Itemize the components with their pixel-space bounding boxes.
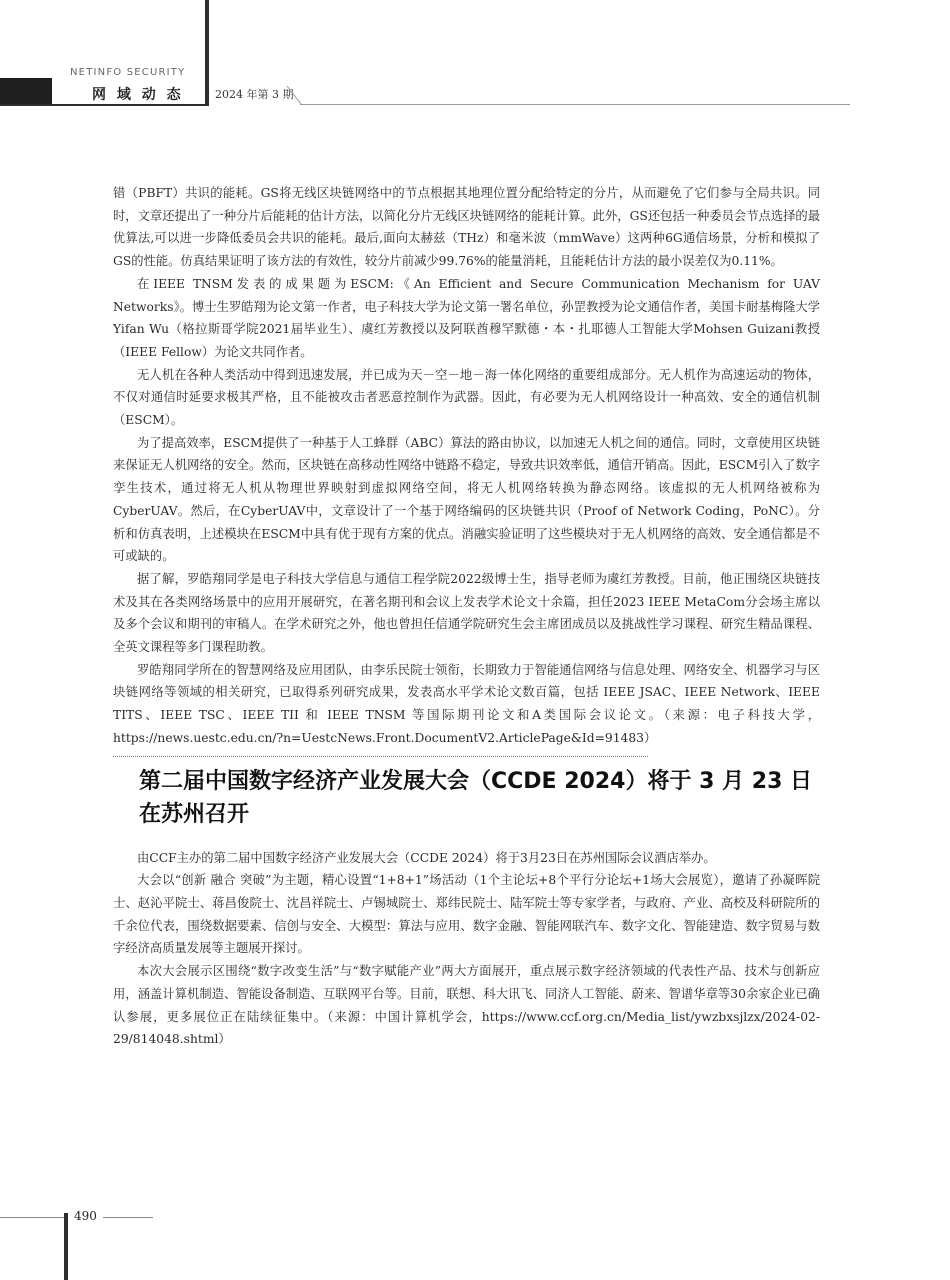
issue-label: 2024 年第 3 期 [215,88,294,101]
header-vertical-bar [205,0,209,106]
header-rule-right [300,104,850,105]
footer-vertical-bar [64,1213,68,1280]
article1-paragraph: 据了解，罗皓翔同学是电子科技大学信息与通信工程学院2022级博士生，指导老师为虞红芳教授。目前，他正围绕区块链技术及其在各类网络场景中的应用开展研究，在著名期刊和会议上发表学术论文十余篇，担任2023 IEEE MetaCom分会场主席以及多个会议和期刊的审稿人。在学术研究之外，他也曾担任信通学院研究生会主席团成员以及挑战性学习课程、研究生精品课程、全英文课程等多门课程助教。 [113,571,820,655]
article1-paragraph: 在IEEE TNSM发表的成果题为ESCM:《An Efficient and Secure Communication Mechanism for UAV Networks》。博士生罗皓翔为论文第一作者，电子科技大学为论文第一署名单位，孙罡教授为论文通信作者，美国卡耐基梅隆大学Yifan Wu（格拉斯哥学院2021届毕业生）、虞红芳教授以及阿联酋穆罕默德・本・扎耶德人工智能大学Mohsen Guizani教授（IEEE Fellow）为论文共同作者。 [113,276,820,359]
dotted-separator [113,756,648,757]
page-number: 490 [74,1209,97,1223]
article2-paragraph: 由CCF主办的第二届中国数字经济产业发展大会（CCDE 2024）将于3月23日在苏州国际会议酒店举办。 [137,850,716,865]
header-slant-line [285,86,305,106]
header-black-block [0,78,52,104]
article2-headline: 第二届中国数字经济产业发展大会（CCDE 2024）将于 3 月 23 日在苏州召开 [139,768,813,827]
article1-paragraph: 无人机在各种人类活动中得到迅速发展，并已成为天－空－地－海一体化网络的重要组成部分。无人机作为高速运动的物体，不仅对通信时延要求极其严格，且不能被攻击者恶意控制作为武器。因此，有必要为无人机网络设计一种高效、安全的通信机制（ESCM）。 [113,367,820,428]
footer-rule-left [0,1217,64,1218]
page-content [113,182,820,1051]
section-title: 网 域 动 态 [92,87,184,103]
article2-paragraph: 本次大会展示区围绕“数字改变生活”与“数字赋能产业”两大方面展开，重点展示数字经济领域的代表性产品、技术与创新应用，涵盖计算机制造、智能设备制造、互联网平台等。目前，联想、科大讯飞、同济人工智能、蔚来、智谱华章等30余家企业已确认参展，更多展位正在陆续征集中。（来源：中国计算机学会，https://www.ccf.org.cn/Media_list/ywzbxsjlzx/2024-02-29/814048.shtml） [113,964,820,1047]
article1-paragraph: 罗皓翔同学所在的智慧网络及应用团队，由李乐民院士领衔，长期致力于智能通信网络与信息处理、网络安全、机器学习与区块链网络等领域的相关研究，已取得系列研究成果，发表高水平学术论文数百篇，包括 IEEE JSAC、IEEE Network、IEEE TITS、IEEE TSC、IEEE TII 和 IEEE TNSM 等国际期刊论文和A类国际会议论文。（来源：电子科技大学，https://news.uestc.edu.cn/?n=UestcNews.Front.DocumentV2.ArticlePage&Id=91483） [113,662,820,745]
footer-rule-right [103,1217,153,1218]
journal-logo: NETINFO SECURITY [70,67,186,78]
header-rule-left [0,104,205,106]
article1-paragraph: 错（PBFT）共识的能耗。GS将无线区块链网络中的节点根据其地理位置分配给特定的分片，从而避免了它们参与全局共识。同时，文章还提出了一种分片后能耗的估计方法，以简化分片无线区块链网络的能耗计算。此外，GS还包括一种委员会节点选择的最优算法,可以进一步降低委员会共识的能耗。最后,面向太赫兹（THz）和毫米波（mmWave）这两种6G通信场景，分析和模拟了GS的性能。仿真结果证明了该方法的有效性，较分片前减少99.76%的能量消耗，且能耗估计方法的最小误差仅为0.11%。 [113,186,820,269]
article1-paragraph: 为了提高效率，ESCM提供了一种基于人工蜂群（ABC）算法的路由协议，以加速无人机之间的通信。同时，文章使用区块链来保证无人机网络的安全。然而，区块链在高移动性网络中链路不稳定，导致共识效率低，通信开销高。因此，ESCM引入了数字孪生技术，通过将无人机从物理世界映射到虚拟网络空间，将无人机网络转换为静态网络。该虚拟的无人机网络被称为CyberUAV。然后，在CyberUAV中，文章设计了一个基于网络编码的区块链共识（Proof of Network Coding，PoNC）。分析和仿真表明，上述模块在ESCM中具有优于现有方案的优点。消融实验证明了这些模块对于无人机网络的高效、安全通信都是不可或缺的。 [113,435,820,564]
article2-paragraph: 大会以“创新 融合 突破”为主题，精心设置“1+8+1”场活动（1个主论坛+8个平行分论坛+1场大会展览），邀请了孙凝晖院士、赵沁平院士、蒋昌俊院士、沈昌祥院士、卢锡城院士、郑纬民院士、陆军院士等专家学者，与政府、产业、高校及科研院所的千余位代表，围绕数据要素、信创与安全、大模型：算法与应用、数字金融、智能网联汽车、数字文化、智能建造、数字贸易与数字经济高质量发展等主题展开探讨。 [113,873,820,956]
